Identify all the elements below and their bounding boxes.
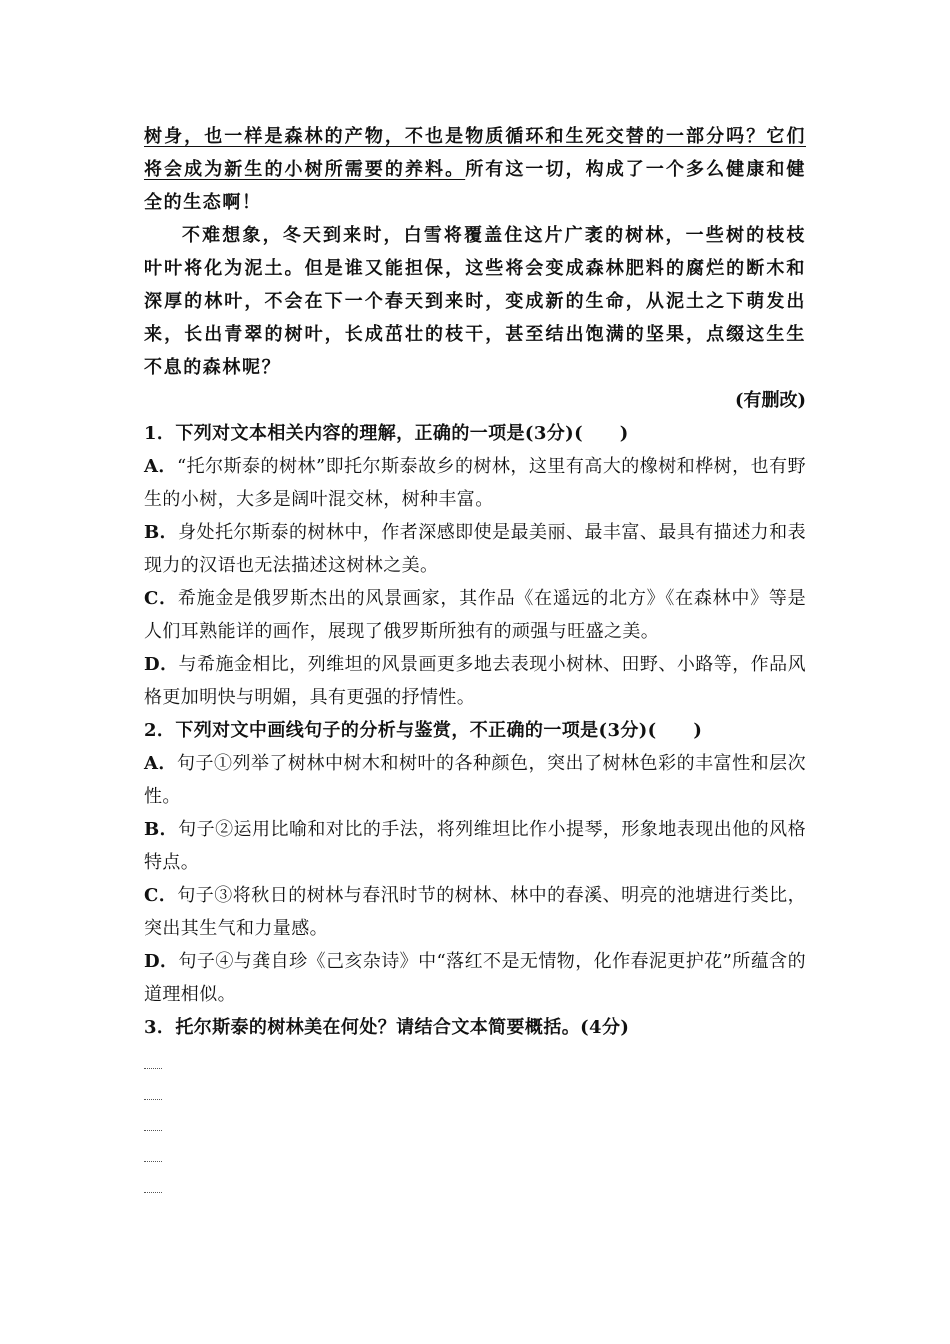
question-2 — [144, 714, 806, 1011]
source-note: (有删改) — [734, 390, 806, 411]
answer-area[interactable] — [144, 1058, 806, 1213]
passage-paragraph-1 — [144, 120, 806, 219]
option-c: C．希施金是俄罗斯杰出的风景画家，其作品《在遥远的北方》《在森林中》等是人们耳熟能详的画作，展现了俄罗斯所独有的顽强与旺盛之美。 — [144, 588, 806, 642]
option-d: D．句子④与龚自珍《己亥杂诗》中“落红不是无情物，化作春泥更护花”所蕴含的道理相似。 — [144, 951, 806, 1005]
passage-paragraph-2: 不难想象，冬天到来时，白雪将覆盖住这片广袤的树林，一些树的枝枝叶叶将化为泥土。但是谁又能担保，这些将会变成森林肥料的腐烂的断木和深厚的林叶，不会在下一个春天到来时，变成新的生命，从泥土之下萌发出来，长出青翠的树叶，长成茁壮的枝干，甚至结出饱满的坚果，点缀这生生不息的森林呢？ — [144, 225, 806, 378]
option-d: D．与希施金相比，列维坦的风景画更多地去表现小树林、田野、小路等，作品风格更加明快与明媚，具有更强的抒情性。 — [144, 654, 806, 708]
question-1 — [144, 417, 806, 714]
passage-text: 所有这一切，构成了一个多么健康和健全的生态啊！ — [144, 159, 806, 213]
document-body — [144, 120, 806, 1213]
option-a: A．句子①列举了树林中树木和树叶的各种颜色，突出了树林色彩的丰富性和层次性。 — [144, 753, 806, 807]
option-b: B．句子②运用比喻和对比的手法，将列维坦比作小提琴，形象地表现出他的风格特点。 — [144, 819, 806, 873]
question-stem: 2．下列对文中画线句子的分析与鉴赏，不正确的一项是(3分)( ) — [144, 720, 703, 741]
answer-line[interactable] — [144, 1120, 806, 1151]
answer-line[interactable] — [144, 1151, 806, 1182]
answer-line[interactable] — [144, 1089, 806, 1120]
question-stem: 1．下列对文本相关内容的理解，正确的一项是(3分)( ) — [144, 423, 629, 444]
answer-line[interactable] — [144, 1182, 806, 1213]
question-stem: 3．托尔斯泰的树林美在何处？请结合文本简要概括。(4分) — [144, 1017, 630, 1038]
option-c: C．句子③将秋日的树林与春汛时节的树林、林中的春溪、明亮的池塘进行类比，突出其生气和力量感。 — [144, 885, 806, 939]
option-b: B．身处托尔斯泰的树林中，作者深感即使是最美丽、最丰富、最具有描述力和表现力的汉语也无法描述这树林之美。 — [144, 522, 806, 576]
option-a: A．“托尔斯泰的树林”即托尔斯泰故乡的树林，这里有高大的橡树和桦树，也有野生的小树，大多是阔叶混交林，树种丰富。 — [144, 456, 806, 510]
answer-line[interactable] — [144, 1058, 806, 1089]
underlined-sentence: 树身，也一样是森林的产物，不也是物质循环和生死交替的一部分吗？它们将会成为新生的小树所需要的养料。 — [144, 126, 806, 180]
question-3 — [144, 1011, 806, 1213]
